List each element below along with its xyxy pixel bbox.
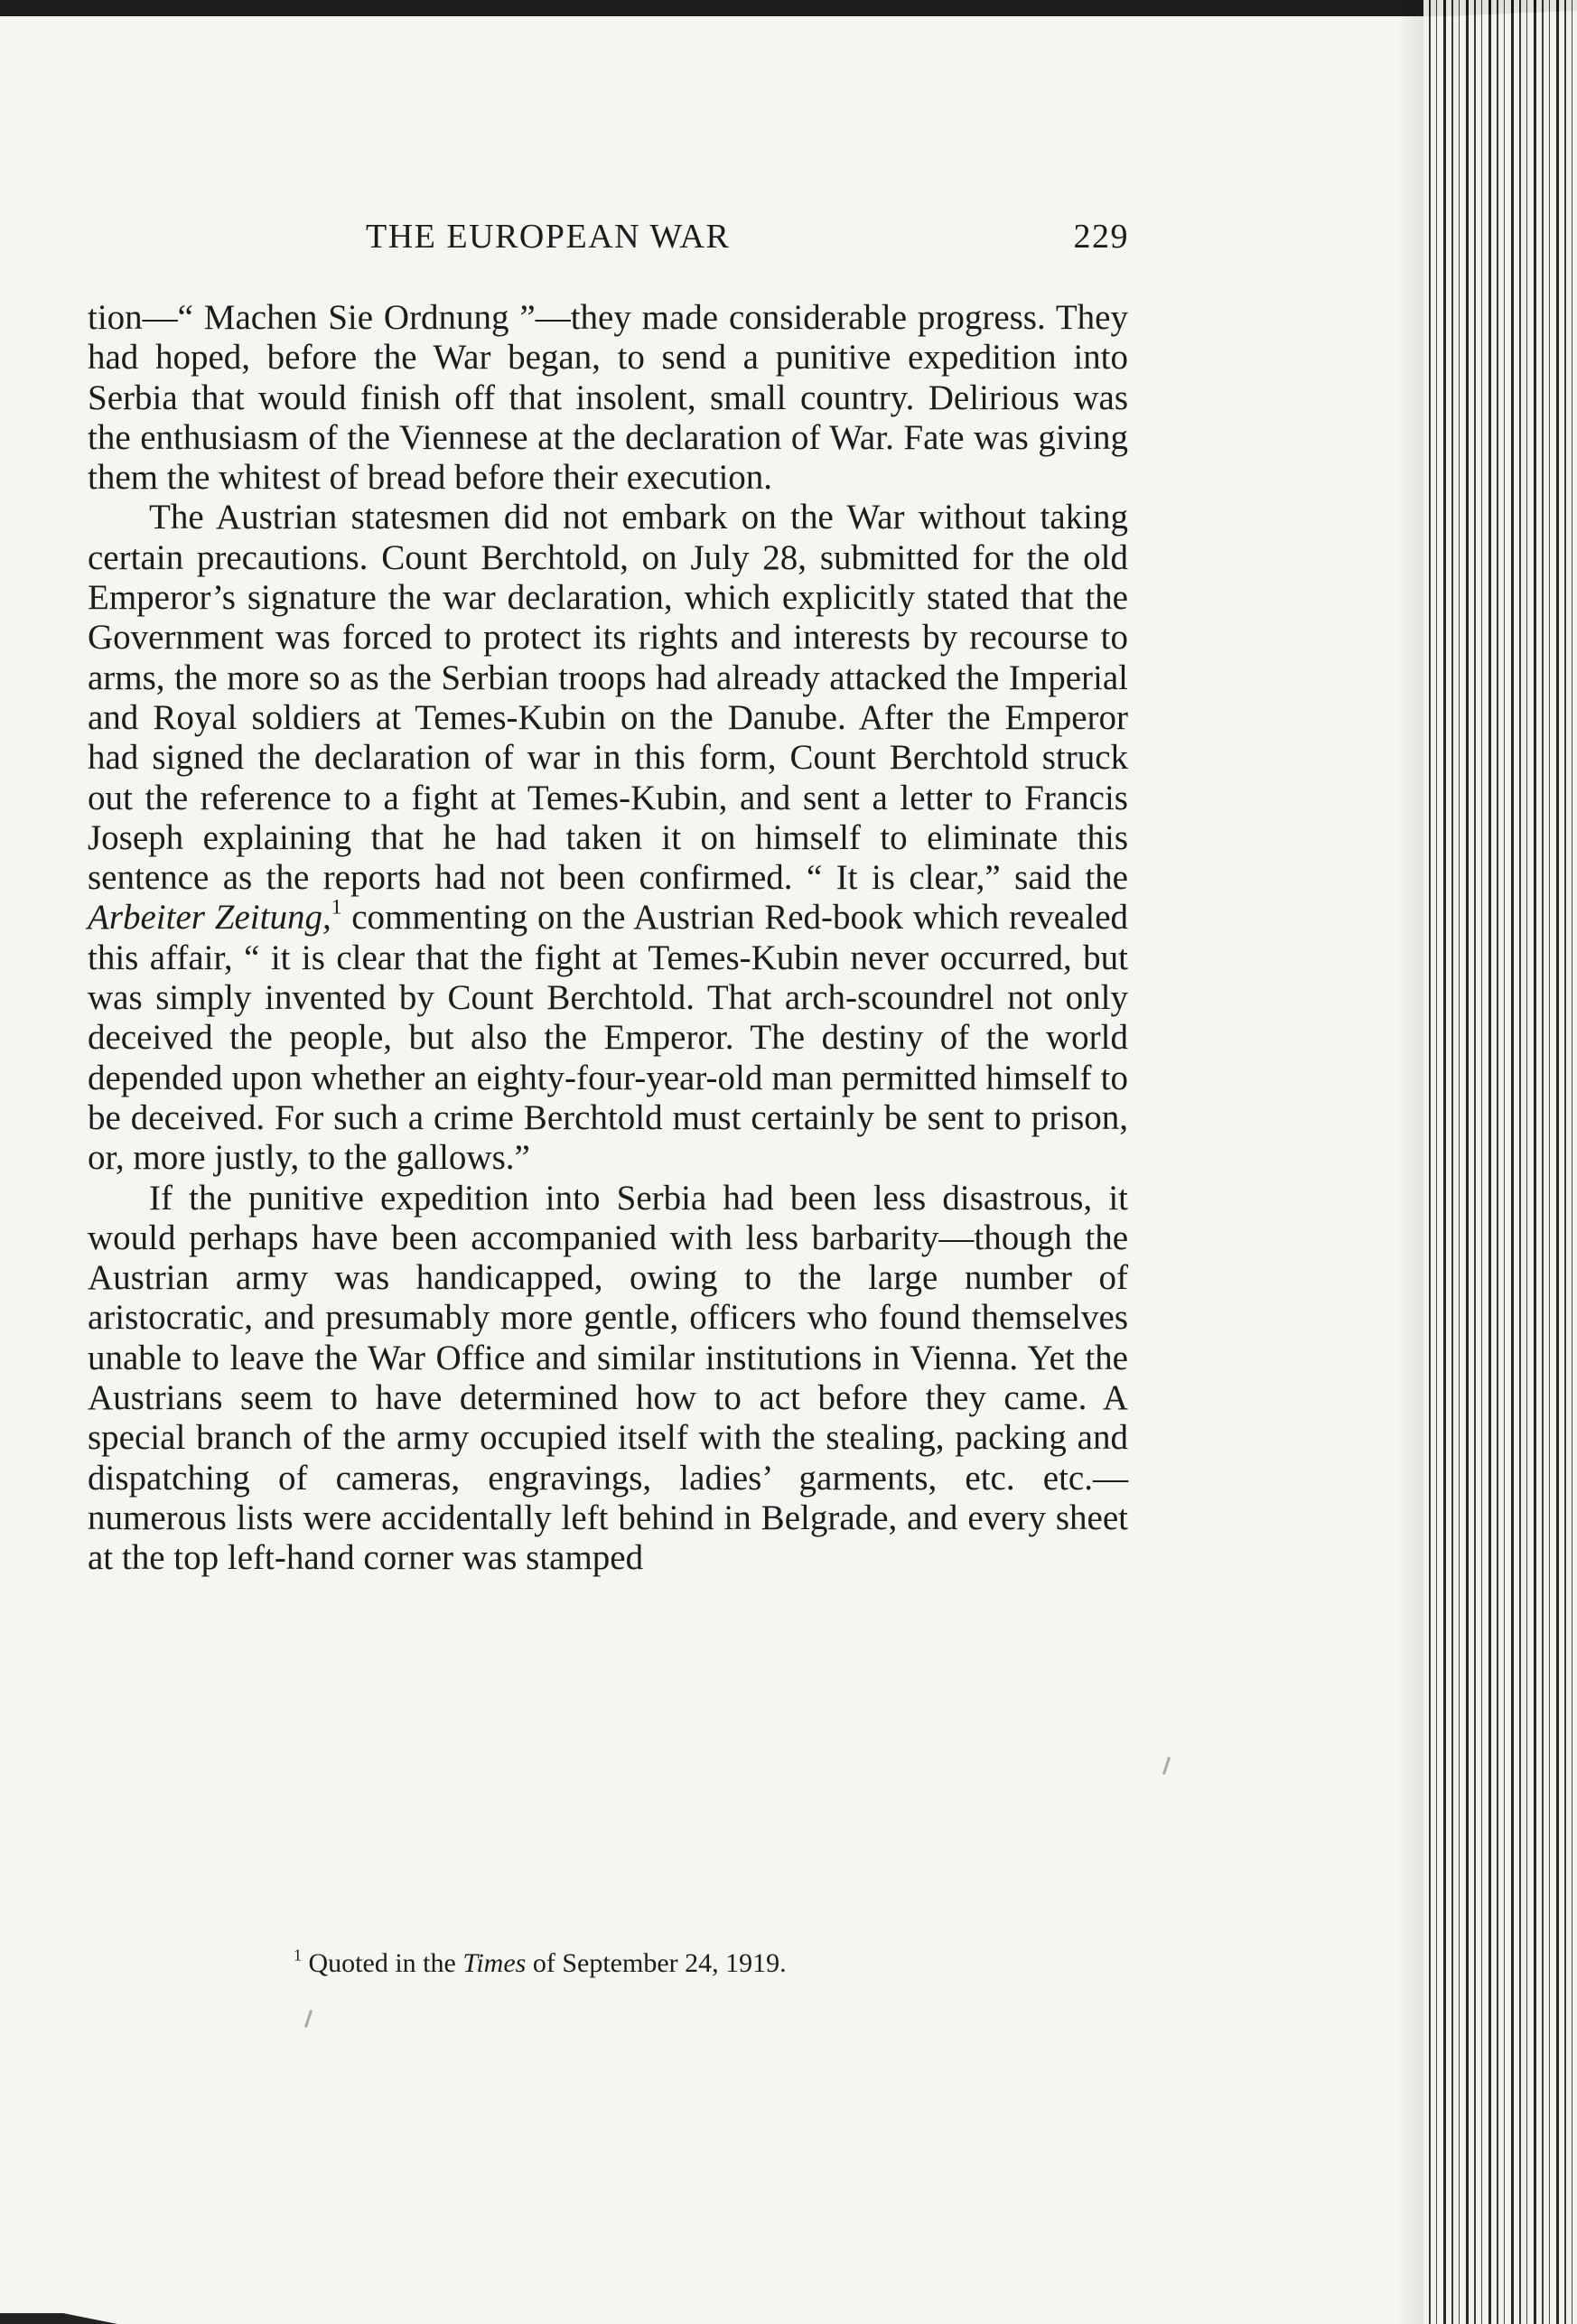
paragraph-1: tion—“ Machen Sie Ordnung ”—they made considerable progress. They had hoped, before the War began, to send a punitive expedition into Serbia that would finish off that insolent, small country. Delirious was the enthusiasm of the Viennese at the declaration of War. Fate was giving them the whitest of bread before their execution. [88,298,1128,498]
running-head: THE EUROPEAN WAR [366,218,731,256]
paragraph-2 [88,498,1128,1178]
paragraph-2-text-b: commenting on the Austrian Red-book which revealed this affair, “ it is clear that the fight at Temes-Kubin never occurred, but was simply invented by Count Berchtold. That arch-scoundrel not only deceived the people, but also the Emperor. The destiny of the world depended upon whether an eighty-four-year-old man permitted himself to be deceived. For such a crime Berchtold must certainly be sent to prison, or, more justly, to the gallows.” [88,898,1129,1178]
newspaper-title: Arbeiter Zeitung, [88,898,331,938]
page-number: 229 [1073,218,1129,256]
footnote-text-b: of September 24, 1919. [526,1948,787,1978]
top-binding-shadow [0,0,1577,16]
stray-ink-mark [304,2010,313,2028]
bottom-left-corner-mark [0,2313,117,2324]
footnote-text-a: Quoted in the [302,1948,463,1978]
footnote-italic-title: Times [462,1948,527,1978]
paragraph-3: If the punitive expedition into Serbia had been less disastrous, it would perhaps have been accompanied with less barbarity—though the Austrian army was handicapped, owing to the large number of aristocratic, and presumably more gentle, officers who found themselves unable to leave the War Office and similar institutions in Vienna. Yet the Austrians seem to have determined how to act before they came. A special branch of the army occupied itself with the stealing, packing and dispatching of cameras, engravings, ladies’ garments, etc. etc.—numerous lists were accidentally left behind in Belgrade, and every sheet at the top left-hand corner was stamped [88,1178,1128,1578]
book-page-edges [1423,0,1577,2324]
footnote-marker: 1 [294,1946,302,1965]
stray-ink-mark [1162,1757,1171,1775]
footnote-reference: 1 [331,896,342,920]
body-text [88,298,1128,1579]
footnote [294,1947,1106,1980]
page-header [366,217,1129,262]
paragraph-2-text-a: The Austrian statesmen did not embark on the War without taking certain precautions. Count Berchtold, on July 28, submitted for the old Emperor’s signature the war declaration, which explicitly stated that the Government was forced to protect its rights and interests by recourse to arms, the more so as the Serbian troops had already attacked the Imperial and Royal soldiers at Temes-Kubin on the Danube. After the Emperor had signed the declaration of war in this form, Count Berchtold struck out the reference to a fight at Temes-Kubin, and sent a letter to Francis Joseph explaining that he had taken it on himself to eliminate this sentence as the reports had not been confirmed. “ It is clear,” said the [88,498,1128,898]
